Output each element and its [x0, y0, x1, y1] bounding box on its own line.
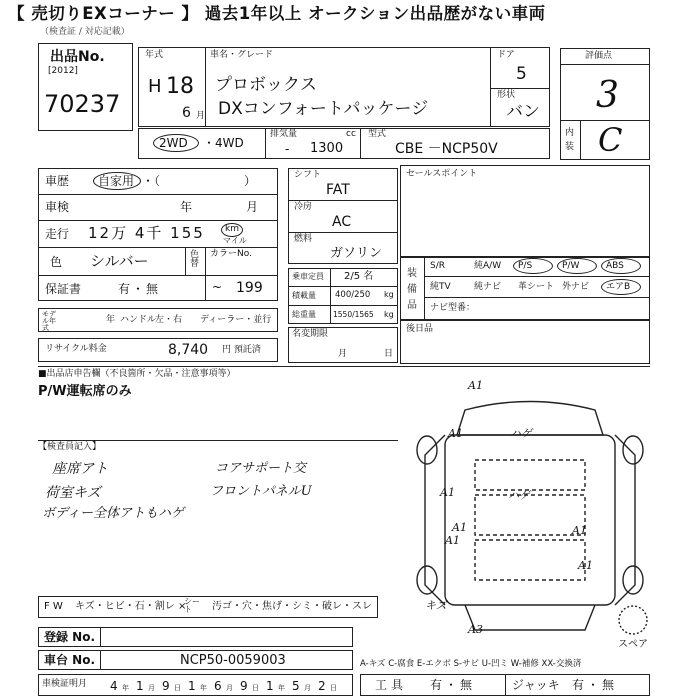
- color-code: 199: [236, 280, 263, 296]
- cert-digit: 1: [136, 679, 144, 693]
- equipment-item: 純ナビ: [474, 282, 502, 292]
- cert-digit: 2: [318, 679, 326, 693]
- disp-unit: cc: [346, 129, 356, 139]
- fw-seat-label: シート: [184, 597, 200, 614]
- cert-unit: 年: [278, 684, 285, 692]
- damage-mark: ハゲ: [508, 489, 530, 502]
- lot-label: 出品No.: [50, 49, 105, 65]
- equipment-circle: [601, 279, 641, 295]
- capacity-value: 2/5 名: [344, 271, 374, 282]
- damage-mark: A1: [578, 559, 593, 572]
- fw-items: キズ・ヒビ・石・割レ ×: [75, 601, 187, 612]
- post-box: [400, 320, 650, 364]
- load-value: 400/250: [335, 290, 371, 300]
- cert-unit: 月: [226, 684, 233, 692]
- equipment-item: 純TV: [430, 282, 451, 292]
- lot-number: 70237: [44, 90, 121, 118]
- interior-value: C: [598, 121, 623, 159]
- cert-digit: 1: [188, 679, 196, 693]
- year-era: H: [148, 76, 162, 97]
- disp-value: 1300: [310, 141, 344, 156]
- recycle-value: 8,740: [168, 342, 209, 358]
- car-grade: DXコンフォートパッケージ: [218, 99, 429, 119]
- mileage-label: 走行: [45, 227, 70, 241]
- cert-digit: 6: [214, 679, 222, 693]
- year-label: 年式: [145, 50, 164, 60]
- load-label: 積載量: [292, 291, 316, 300]
- cert-unit: 日: [174, 684, 181, 692]
- color-change-label: 色替: [190, 250, 200, 269]
- cert-digit: 9: [162, 679, 170, 693]
- damage-mark: A1: [448, 427, 463, 440]
- inspection-month: 月: [246, 200, 259, 214]
- rating-label: 評価点: [585, 51, 613, 61]
- damage-legend: A-キズ C-腐食 E-エクボ S-サビ U-凹ミ W-補修 XX-交換済: [360, 659, 582, 669]
- drive-2wd: 2WD: [159, 136, 188, 150]
- disp-label: 排気量: [270, 129, 298, 139]
- name-change-label: 名変期限: [292, 329, 329, 339]
- seller-notes-text: P/W運転席のみ: [38, 384, 132, 399]
- fw-label: F W: [44, 601, 63, 612]
- model-code-label: 型式: [368, 129, 387, 139]
- registration-label: 登録 No.: [44, 630, 96, 644]
- recycle-label: リサイクル料金: [45, 344, 107, 354]
- spare-label: スペア: [618, 639, 648, 650]
- equipment-circle: [557, 258, 597, 274]
- model-row-year: 年: [106, 315, 116, 325]
- chassis-value: NCP50-0059003: [180, 653, 286, 668]
- equipment-item: S/R: [430, 261, 445, 271]
- warranty-value: 有・無: [118, 282, 161, 296]
- equipment-item: 革シート: [518, 282, 555, 292]
- inspector-line-right-2: フロントパネルU: [210, 484, 312, 499]
- tools-value: 有・無: [430, 678, 476, 692]
- aircon-label: 冷房: [294, 202, 313, 212]
- equipment-item: 純A/W: [474, 261, 502, 271]
- shape-label: 形状: [497, 90, 516, 100]
- gross-value: 1550/1565: [333, 310, 374, 319]
- shift-value: FAT: [326, 182, 350, 198]
- cert-digit: 1: [266, 679, 274, 693]
- model-row-label: モデル年式: [42, 310, 56, 332]
- fuel-value: ガソリン: [330, 246, 383, 261]
- name-change-day: 日: [384, 349, 394, 359]
- inspector-label: 【検査員記入】: [38, 442, 102, 452]
- car-diagram: [405, 375, 655, 655]
- damage-mark: A3: [468, 623, 483, 636]
- color-code-dash: ~: [212, 280, 223, 294]
- shift-label: シフト: [294, 170, 322, 180]
- equipment-circle: [513, 258, 553, 274]
- inspector-line-2: 荷室キズ: [45, 485, 101, 501]
- cert-unit: 日: [330, 684, 337, 692]
- name-change-month: 月: [338, 349, 348, 359]
- equipment-item: 外ナビ: [562, 282, 590, 292]
- cert-digit: 5: [292, 679, 300, 693]
- recycle-unit: 円 預託済: [222, 345, 261, 355]
- jack-label: ジャッキ: [512, 678, 560, 692]
- equipment-item: P/W: [562, 261, 580, 271]
- mileage-mile: マイル: [223, 236, 247, 245]
- color-code-label: カラーNo.: [210, 249, 252, 259]
- disp-dash: -: [285, 142, 290, 156]
- inspection-label: 車検: [45, 200, 70, 214]
- doors-value: 5: [516, 64, 527, 84]
- cert-label: 車検証明月: [42, 679, 88, 689]
- history-value: 自家用: [98, 174, 135, 188]
- color-value: シルバー: [90, 252, 149, 270]
- model-code-value: CBE －NCP50V: [395, 141, 498, 157]
- page-banner: 【 売切りEXコーナー 】 過去1年以上 オークション出品歴がない車両: [8, 4, 546, 23]
- inspection-year: 年: [180, 200, 193, 214]
- damage-mark: A1: [452, 521, 467, 534]
- cert-digit: 4: [110, 679, 118, 693]
- cert-unit: 月: [148, 684, 155, 692]
- jack-value: 有・無: [572, 678, 618, 692]
- cert-unit: 日: [252, 684, 259, 692]
- damage-mark: A1: [445, 534, 460, 547]
- damage-mark: キズ: [425, 599, 447, 612]
- cert-digit: 9: [240, 679, 248, 693]
- gross-unit: kg: [384, 310, 394, 319]
- model-row-lr: 左・右: [155, 315, 183, 325]
- fuel-label: 燃料: [294, 234, 313, 244]
- equipment-label: 装備品: [407, 268, 417, 311]
- equipment-circle: [601, 258, 641, 274]
- interior-label: 内装: [565, 128, 575, 153]
- warranty-label: 保証書: [45, 282, 82, 296]
- inspector-line-3: ボディー全体アトもハゲ: [42, 506, 184, 521]
- post-label: 後日品: [406, 324, 434, 334]
- navi-label: ナビ型番：: [430, 303, 476, 313]
- shape-value: バン: [506, 102, 540, 122]
- rating-value: 3: [596, 75, 619, 116]
- doors-label: ドア: [497, 50, 515, 60]
- model-row-handle: ハンドル: [120, 315, 157, 325]
- inspector-line-right-1: コアサポート交: [215, 461, 307, 476]
- model-row-dealer: ディーラー・並行: [200, 315, 272, 325]
- fw-seat-items: 汚ゴ・穴・焦げ・シミ・破レ・スレ: [212, 601, 372, 612]
- seller-notes-label: ■出品店申告欄（不良箇所・欠品・注意事項等）: [38, 369, 236, 379]
- car-name: プロボックス: [215, 75, 317, 95]
- capacity-label: 乗車定員: [292, 272, 324, 281]
- equipment-item: ABS: [606, 261, 624, 271]
- sales-point-label: セールスポイント: [406, 169, 478, 179]
- equipment-item: P/S: [518, 261, 533, 271]
- tools-label: 工具: [375, 678, 408, 692]
- gross-label: 総重量: [292, 310, 316, 319]
- aircon-value: AC: [332, 214, 352, 230]
- damage-mark: A1: [468, 379, 483, 392]
- mileage-digits: 12万 4千 155: [88, 224, 205, 242]
- damage-mark: A1: [440, 486, 455, 499]
- damage-mark: ハゲ: [510, 427, 532, 440]
- cert-unit: 月: [304, 684, 311, 692]
- cert-unit: 年: [122, 684, 129, 692]
- drive-4wd: ・4WD: [203, 136, 244, 150]
- mileage-km: km: [225, 224, 239, 234]
- history-rest: ・（ ）: [142, 174, 257, 188]
- load-unit: kg: [384, 290, 394, 299]
- car-label: 車名・グレード: [210, 50, 274, 60]
- year-month-unit: 月: [196, 111, 206, 121]
- history-label: 車歴: [45, 174, 70, 188]
- damage-mark: A1: [572, 524, 587, 537]
- inspector-line-1: 座席アト: [52, 461, 108, 477]
- header-note: （検査証 / 対応記載）: [40, 27, 130, 37]
- equipment-item: エアB: [606, 282, 631, 292]
- lot-year-tag: [2012]: [48, 66, 78, 76]
- year-month: 6: [182, 105, 191, 121]
- color-label: 色: [50, 255, 63, 269]
- chassis-label: 車台 No.: [44, 653, 96, 667]
- year-value: 18: [166, 74, 194, 99]
- cert-unit: 年: [200, 684, 207, 692]
